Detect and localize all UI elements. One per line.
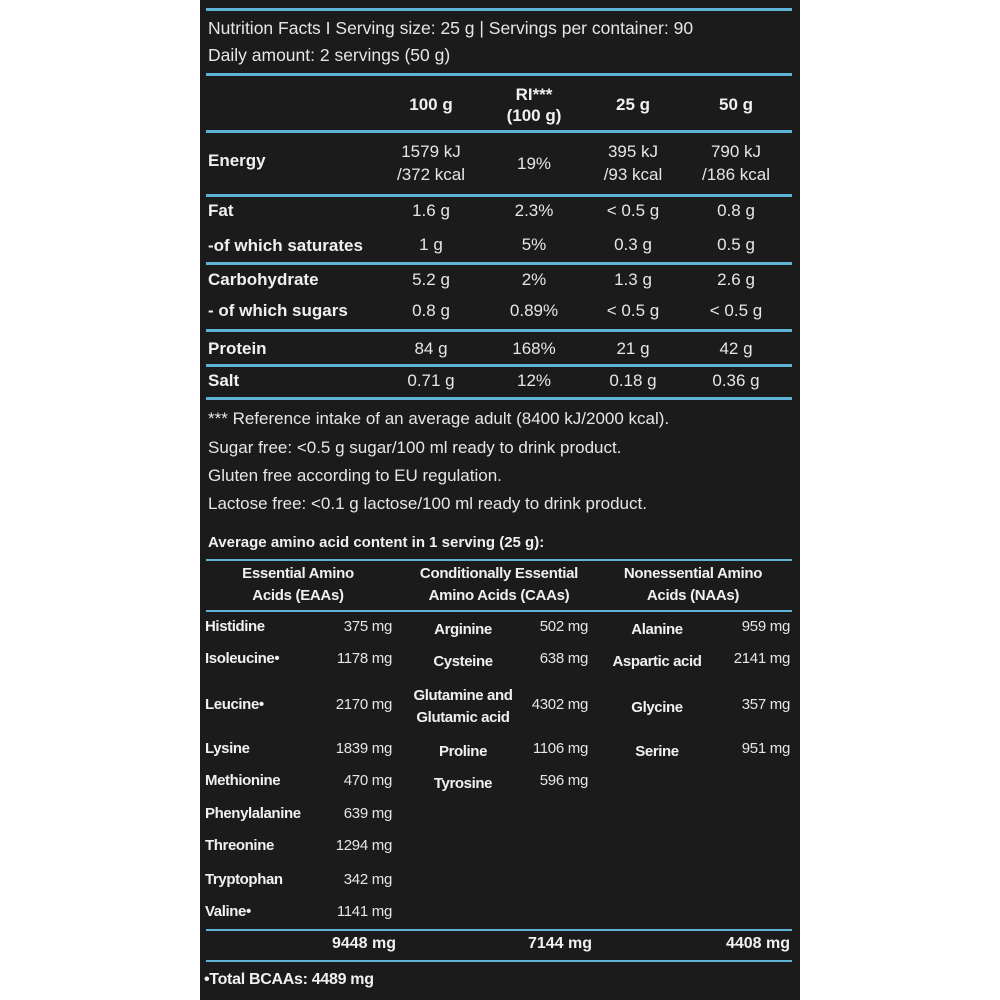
eaa-name: Methionine bbox=[205, 772, 281, 789]
eaa-name: Lysine bbox=[205, 740, 250, 757]
caa-name: Tyrosine bbox=[433, 775, 493, 792]
nutrient-value: < 0.5 g bbox=[606, 301, 660, 320]
caa-header: Conditionally Essential Amino Acids (CAAs) bbox=[419, 565, 579, 604]
note-sugar: Sugar free: <0.5 g sugar/100 ml ready to drink product. bbox=[208, 438, 622, 457]
rule bbox=[206, 929, 792, 931]
bcaa-total: •Total BCAAs: 4489 mg bbox=[204, 971, 374, 988]
caa-value: 502 mg bbox=[539, 618, 588, 635]
eaa-value: 639 mg bbox=[343, 805, 392, 822]
nutrient-value: 84 g bbox=[414, 339, 448, 358]
naa-name: Alanine bbox=[631, 621, 683, 638]
rule bbox=[206, 610, 792, 612]
nutrient-value: 2.3% bbox=[514, 201, 554, 220]
caa-value: 1106 mg bbox=[532, 740, 588, 757]
nutrient-value: 5% bbox=[521, 235, 547, 254]
nutrient-label: - of which sugars bbox=[208, 301, 348, 320]
nutrient-value: 5.2 g bbox=[412, 270, 450, 289]
nutrient-label: Energy bbox=[208, 151, 266, 170]
nutrient-value: 0.8 g bbox=[412, 301, 450, 320]
rule bbox=[206, 559, 792, 561]
eaa-value: 1178 mg bbox=[336, 650, 392, 667]
eaa-value: 470 mg bbox=[343, 772, 392, 789]
caa-name: Proline bbox=[438, 743, 488, 760]
nutrient-value: 0.3 g bbox=[614, 235, 652, 254]
nutrient-value: 21 g bbox=[616, 339, 650, 358]
nutrition-label-panel bbox=[200, 0, 800, 1000]
nutrient-label: Protein bbox=[208, 339, 267, 358]
rule bbox=[206, 73, 792, 76]
rule bbox=[206, 397, 792, 400]
col-header-100g: 100 g bbox=[409, 95, 453, 114]
nutrient-value: < 0.5 g bbox=[606, 201, 660, 220]
nutrient-value: 42 g bbox=[719, 339, 753, 358]
nutrient-value: 0.8 g bbox=[717, 201, 755, 220]
rule bbox=[206, 130, 792, 133]
eaa-name: Histidine bbox=[205, 618, 265, 635]
naa-total: 4408 mg bbox=[725, 935, 790, 952]
nutrient-value: 0.89% bbox=[509, 301, 559, 320]
col-header-ri: RI*** (100 g) bbox=[506, 85, 562, 125]
nutrient-label: Carbohydrate bbox=[208, 270, 319, 289]
naa-value: 2141 mg bbox=[733, 650, 790, 667]
rule bbox=[206, 960, 792, 962]
naa-value: 959 mg bbox=[741, 618, 790, 635]
rule bbox=[206, 8, 792, 11]
nutrient-label: Fat bbox=[208, 201, 234, 220]
eaa-name: Tryptophan bbox=[205, 871, 283, 888]
nutrient-value: 2.6 g bbox=[717, 270, 755, 289]
nutrient-value: 0.71 g bbox=[407, 371, 455, 390]
amino-title: Average amino acid content in 1 serving (25 g): bbox=[208, 534, 545, 551]
rule bbox=[206, 329, 792, 332]
nutrient-value: 19% bbox=[516, 154, 552, 173]
nutrient-value: 0.5 g bbox=[717, 235, 755, 254]
col-header-25g: 25 g bbox=[615, 95, 651, 114]
note-ri: *** Reference intake of an average adult (8400 kJ/2000 kcal). bbox=[208, 409, 670, 428]
eaa-value: 342 mg bbox=[343, 871, 392, 888]
naa-header: Nonessential Amino Acids (NAAs) bbox=[623, 565, 763, 604]
caa-value: 596 mg bbox=[539, 772, 588, 789]
eaa-name: Valine• bbox=[205, 903, 251, 920]
caa-name: Arginine bbox=[434, 621, 492, 638]
caa-value: 4302 mg bbox=[531, 696, 588, 713]
caa-total: 7144 mg bbox=[527, 935, 592, 952]
nutrient-value: 2% bbox=[521, 270, 547, 289]
nutrient-value: 395 kJ /93 kcal bbox=[603, 142, 663, 184]
caa-name: Cysteine bbox=[433, 653, 493, 670]
naa-name: Serine bbox=[635, 743, 679, 760]
nutrient-value: 0.18 g bbox=[609, 371, 657, 390]
eaa-value: 375 mg bbox=[343, 618, 392, 635]
eaa-header: Essential Amino Acids (EAAs) bbox=[242, 565, 354, 604]
nutrient-value: 1.3 g bbox=[614, 270, 652, 289]
serving-info: Nutrition Facts I Serving size: 25 g | Servings per container: 90 bbox=[208, 18, 694, 38]
nutrient-value: 0.36 g bbox=[712, 371, 760, 390]
caa-name: Glutamine and Glutamic acid bbox=[413, 687, 513, 726]
eaa-total: 9448 mg bbox=[331, 935, 396, 952]
eaa-value: 1294 mg bbox=[335, 837, 392, 854]
note-lactose: Lactose free: <0.1 g lactose/100 ml ready to drink product. bbox=[208, 494, 647, 513]
eaa-name: Isoleucine• bbox=[205, 650, 280, 667]
eaa-value: 1141 mg bbox=[336, 903, 392, 920]
naa-value: 357 mg bbox=[741, 696, 790, 713]
rule bbox=[206, 194, 792, 197]
rule bbox=[206, 262, 792, 265]
eaa-name: Leucine• bbox=[205, 696, 264, 713]
nutrient-value: 12% bbox=[516, 371, 552, 390]
nutrient-value: 1 g bbox=[419, 235, 443, 254]
nutrient-value: < 0.5 g bbox=[709, 301, 763, 320]
col-header-50g: 50 g bbox=[718, 95, 754, 114]
rule bbox=[206, 364, 792, 367]
nutrient-label: -of which saturates bbox=[208, 236, 363, 255]
daily-amount: Daily amount: 2 servings (50 g) bbox=[208, 45, 451, 65]
note-gluten: Gluten free according to EU regulation. bbox=[208, 466, 502, 485]
eaa-name: Phenylalanine bbox=[205, 805, 301, 822]
naa-name: Glycine bbox=[631, 699, 683, 716]
eaa-value: 2170 mg bbox=[335, 696, 392, 713]
nutrient-label: Salt bbox=[208, 371, 240, 390]
naa-name: Aspartic acid bbox=[612, 653, 702, 670]
nutrient-value: 1.6 g bbox=[412, 201, 450, 220]
eaa-name: Threonine bbox=[205, 837, 274, 854]
nutrient-value: 1579 kJ /372 kcal bbox=[396, 142, 466, 184]
naa-value: 951 mg bbox=[741, 740, 790, 757]
eaa-value: 1839 mg bbox=[335, 740, 392, 757]
caa-value: 638 mg bbox=[539, 650, 588, 667]
nutrient-value: 168% bbox=[512, 339, 556, 358]
nutrient-value: 790 kJ /186 kcal bbox=[701, 142, 771, 184]
